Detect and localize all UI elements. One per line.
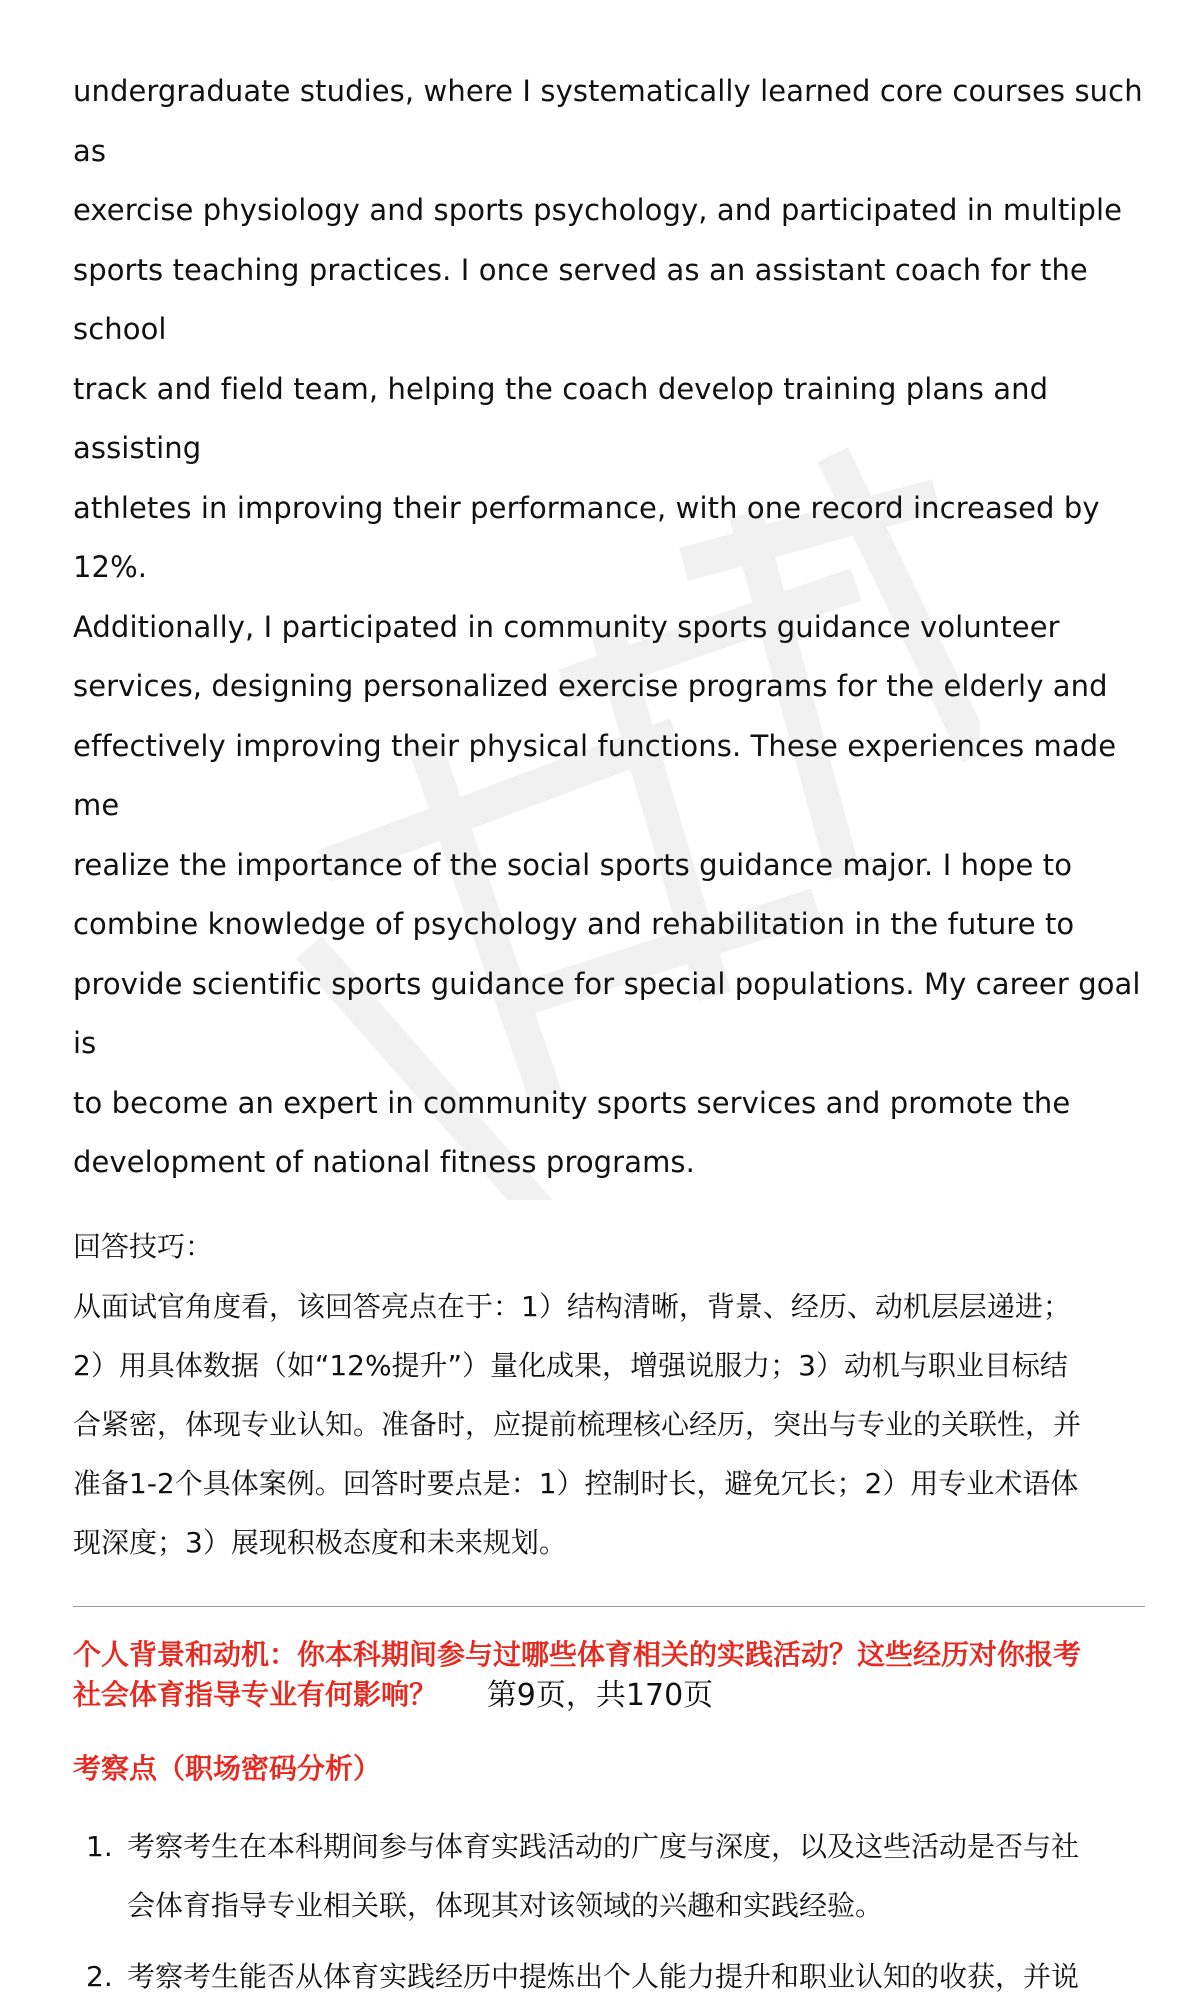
answer-line: provide scientific sports guidance for special populations. My career goal is [73,966,1141,1060]
answer-line: exercise physiology and sports psychology, and participated in multiple [73,193,1123,227]
tips-line: 2）用具体数据（如“12%提升”）量化成果，增强说服力；3）动机与职业目标结 [73,1348,1068,1382]
tips-line: 现深度；3）展现积极态度和未来规划。 [73,1525,567,1559]
answer-line: athletes in improving their performance, with one record increased by 12%. [73,490,1100,584]
list-item-number: 2. [86,1959,113,1993]
answer-line: to become an expert in community sports services and promote the [73,1085,1071,1120]
tips-line: 从面试官角度看，该回答亮点在于：1）结构清晰，背景、经历、动机层层递进； [73,1289,1071,1323]
assessment-list [73,1817,1145,2006]
answer-line: effectively improving their physical functions. These experiences made me [73,728,1117,822]
answer-line: Additionally, I participated in community sports guidance volunteer [73,609,1060,644]
tips-title: 回答技巧： [73,1229,214,1263]
page-number: 第9页，共170页 [486,1678,714,1713]
list-item-line: 考察考生在本科期间参与体育实践活动的广度与深度，以及这些活动是否与社 [127,1829,1080,1863]
list-item-line: 会体育指导专业相关联，体现其对该领域的兴趣和实践经验。 [127,1888,884,1922]
tips-body [73,1277,1145,1572]
assessment-heading: 考察点（职场密码分析） [73,1751,382,1785]
answer-line: sports teaching practices. I once served as an assistant coach for the school [73,252,1088,346]
list-item [73,1947,1145,2006]
tips-line: 合紧密，体现专业认知。准备时，应提前梳理核心经历，突出与专业的关联性，并 [73,1407,1082,1441]
answer-line: development of national fitness programs. [73,1145,695,1179]
answer-line: services, designing personalized exercise programs for the elderly and [73,669,1108,703]
tips-line: 准备1-2个具体案例。回答时要点是：1）控制时长，避免冗长；2）用专业术语体 [73,1466,1079,1500]
question-line: 个人背景和动机：你本科期间参与过哪些体育相关的实践活动？这些经历对你报考 [73,1637,1082,1671]
answer-paragraph [73,62,1145,1193]
list-item [73,1817,1145,1935]
answer-line: realize the importance of the social sports guidance major. I hope to [73,847,1073,882]
answer-line: combine knowledge of psychology and rehabilitation in the future to [73,907,1075,941]
section-divider [73,1606,1145,1607]
answer-line: undergraduate studies, where I systematically learned core courses such as [73,74,1143,168]
list-item-number: 1. [86,1829,113,1863]
question-line: 社会体育指导专业有何影响？ [73,1677,438,1711]
list-item-line: 考察考生能否从体育实践经历中提炼出个人能力提升和职业认知的收获，并说 [127,1959,1080,1993]
answer-line: track and field team, helping the coach develop training plans and assisting [73,371,1049,465]
